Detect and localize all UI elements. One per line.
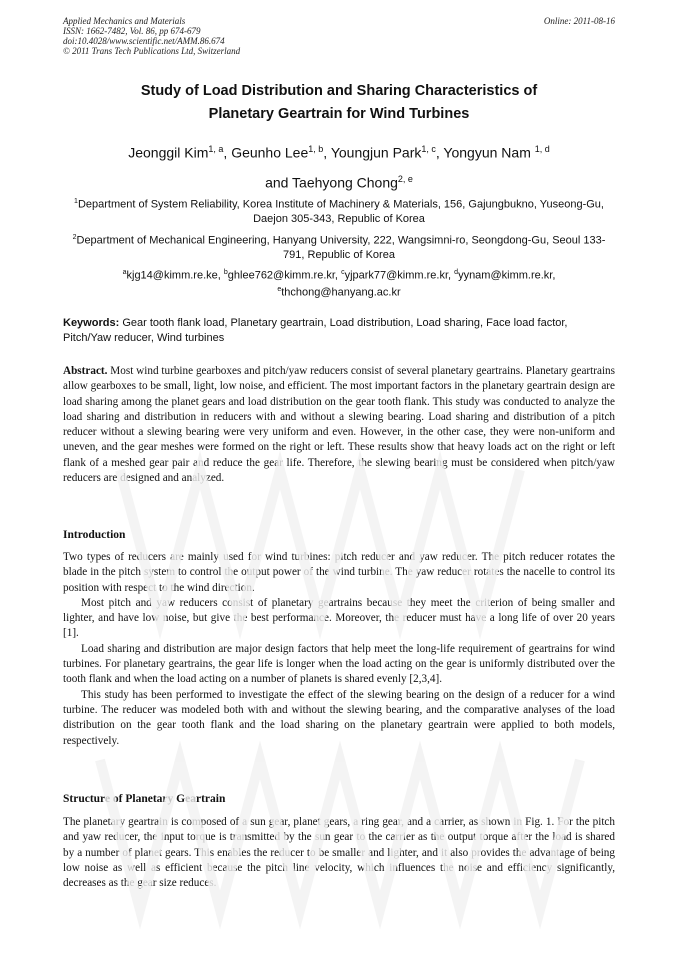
affiliation-2 xyxy=(63,231,615,262)
copyright: © 2011 Trans Tech Publications Ltd, Switzerland xyxy=(63,46,241,56)
keywords-text: Gear tooth flank load, Planetary geartrain, Load distribution, Load sharing, Face load factor, Pitch/Yaw reducer, Wind turbines xyxy=(63,317,568,344)
keywords-label: Keywords: xyxy=(63,317,120,329)
email-sup: d xyxy=(454,269,459,276)
author-name: Yongyun Nam xyxy=(443,144,531,161)
abstract xyxy=(63,364,615,486)
author-sup: 1, c xyxy=(421,144,436,154)
email-sup: e xyxy=(277,285,282,293)
author-line-1: Jeonggil Kim$^{1, a}$, Geunho Lee$^{1, b}$, Youngjun Park$^{1, c}$, Yongyun Nam $^{1, d}$ xyxy=(128,144,550,161)
structure-heading: Structure of Planetary Geartrain xyxy=(63,793,226,805)
email-sup: a xyxy=(122,269,127,276)
affiliation-text: Department of Mechanical Engineering, Hanyang University, 222, Wangsimni-ro, Seongdong-Gu, Seoul 133-791, Republic of Korea xyxy=(76,234,606,261)
email-link[interactable]: yynam@kimm.re.kr, xyxy=(458,269,556,282)
email-link[interactable]: kjg14@kimm.re.ke, xyxy=(126,269,221,282)
author-list xyxy=(63,136,615,195)
paragraph: Load sharing and distribution are major design factors that help meet the long-life requirement of geartrains for wind turbines. For planetary geartrains, the gear life is longer when the load acting on the gear is uniformly distributed over the tooth flank and when the load acting on a number of planets is shared evenly [2,3,4]. xyxy=(63,642,615,686)
author-name: and Taehyong Chong xyxy=(265,174,398,191)
keywords xyxy=(63,316,615,346)
title-line-2: Planetary Geartrain for Wind Turbines xyxy=(208,106,470,122)
author-sup: 2, e xyxy=(397,173,413,184)
affiliation-sup: 1 xyxy=(74,198,78,205)
paragraph: This study has been performed to investigate the effect of the slewing bearing on the design of a reducer for a wind turbine. The reducer was modeled both with and without the slewing bearing, and the comparative analyses of the load distribution on the gear tooth flank and the load sharing on the planetary geartrain were applied to both models, respectively. xyxy=(63,688,615,747)
email-link[interactable]: thchong@hanyang.ac.kr xyxy=(281,286,401,299)
email-sup: c xyxy=(341,269,345,276)
author-sup: 1, b xyxy=(308,144,324,154)
paragraph: Two types of reducers are mainly used for wind turbines: pitch reducer and yaw reducer. The pitch reducer rotates the blade in the pitch system to control the output power of the wind turbine. The yaw reducer rotates the nacelle to control its position with respect to the wind direction. xyxy=(63,551,615,594)
author-sup: 1, a xyxy=(208,144,224,154)
abstract-label: Abstract. xyxy=(63,365,108,377)
email-sup: b xyxy=(223,269,228,276)
author-line-2 xyxy=(63,166,615,196)
introduction-body xyxy=(63,550,615,749)
paper-title xyxy=(63,80,615,126)
author-name: Youngjun Park xyxy=(330,144,422,161)
doi: doi:10.4028/www.scientific.net/AMM.86.674 xyxy=(63,36,225,46)
affiliation-sup: 2 xyxy=(72,234,77,241)
title-line-1: Study of Load Distribution and Sharing Characteristics of xyxy=(140,83,538,99)
online-date: Online: 2011-08-16 xyxy=(543,16,615,26)
email-link[interactable]: yjpark77@kimm.re.kr, xyxy=(344,269,452,282)
paragraph: The planetary geartrain is composed of a sun gear, planet gears, a ring gear, and a carrier, as shown in Fig. 1. For the pitch and yaw reducer, the input torque is transmitted by the sun gear to the carrier as the output torque after the load is shared by a number of planet gears. This enables the reducer to be smaller and lighter, and it also provides the advantage of being low noise as well as efficient because the pitch line velocity, which influences the noise and efficiency significantly, decreases as the gear size reduces. xyxy=(63,816,615,890)
introduction-heading: Introduction xyxy=(63,529,126,541)
journal-name: Applied Mechanics and Materials xyxy=(63,16,186,26)
author-name: Geunho Lee xyxy=(231,144,309,161)
issn: ISSN: 1662-7482, Vol. 86, pp 674-679 xyxy=(63,26,201,36)
affiliation-text: Department of System Reliability, Korea Institute of Machinery & Materials, 156, Gajungbukno, Yuseong-Gu, Daejon 305-343, Republic of Korea xyxy=(77,198,604,225)
email-link[interactable]: ghlee762@kimm.re.kr, xyxy=(227,269,338,282)
journal-header xyxy=(63,16,615,56)
paragraph: Most pitch and yaw reducers consist of planetary geartrains because they meet the criterion of being smaller and lighter, and have low noise, but give the best performance. Moreover, the reducer must have a long life of over 20 years [1]. xyxy=(63,596,615,640)
email-list xyxy=(63,266,615,299)
affiliation-1 xyxy=(63,195,615,226)
abstract-text: Most wind turbine gearboxes and pitch/yaw reducers consist of several planetary geartrains. Planetary geartrains allow gearboxes to be small, light, low noise, and efficient. The most important factors in the planetary geartrain design are load sharing among the planet gears and load distribution on the gear tooth flank. This study was conducted to analyze the load sharing and distribution in reducers with and without a slewing bearing. Load sharing and distribution of a pitch reducer without a slewing bearing were very uniform and even. However, in the other case, they were non-uniform and uneven, and the gear meshes were formed on the right or left. These results show that heavy loads act on the right or left flank of a meshed gear pair and reduce the gear life. Therefore, the slewing bearing must be considered when pitch/yaw reducers are designed and analyzed. xyxy=(63,365,615,485)
author-sup: 1, d xyxy=(534,144,550,154)
author-name: Jeonggil Kim xyxy=(128,144,209,161)
structure-body xyxy=(63,815,615,891)
